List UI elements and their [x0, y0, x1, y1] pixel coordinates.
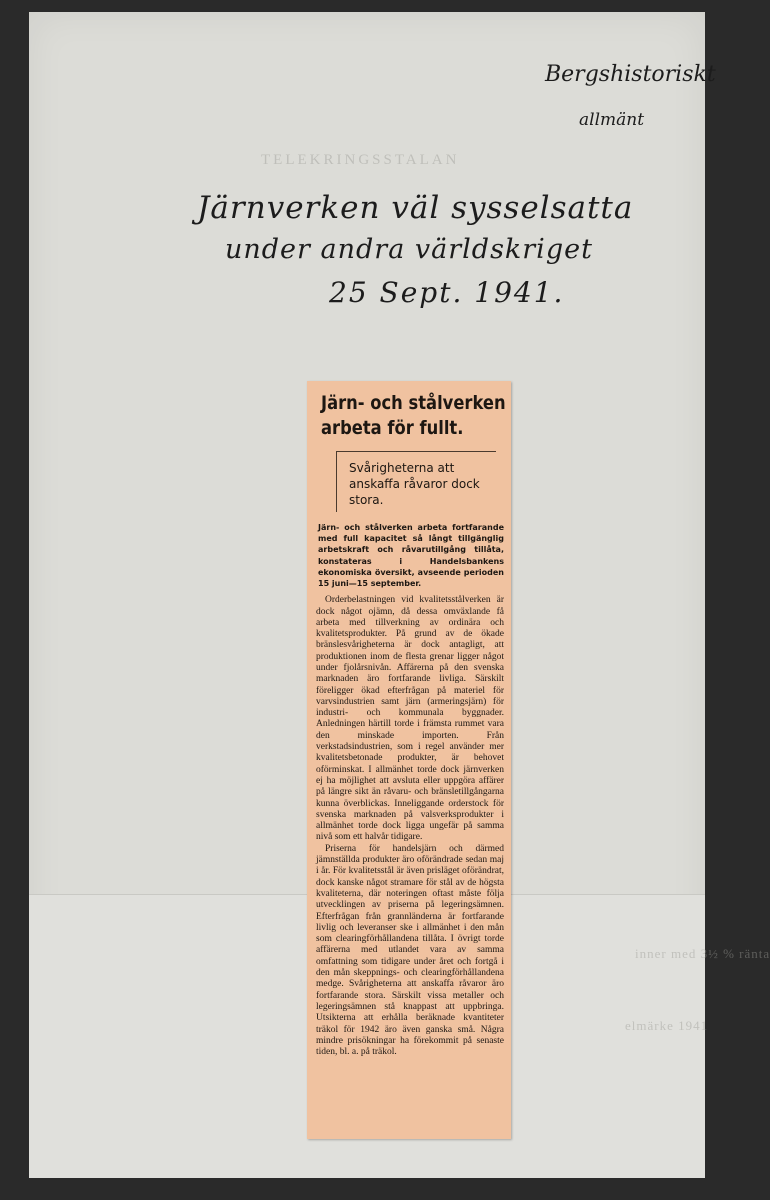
clipping-paragraph-1: Orderbelastningen vid kvalitetsstålverken är dock något ojämn, då dessa omväxlande få arbeta med tillverkning av ordinära och kvalitetsprodukter. På grund av de ökade bränslesvårigheterna är dock antagligt, att produktionen inom de flesta grenar ligger något under fjolårsnivån. Affärerna på den svenska marknaden äro fortfarande livliga. Särskilt föreligger ökad efterfrågan på materiel för varvsindustrien samt järn (armeringsjärn) för industri- och kommunala byggnader. Anledningen härtill torde i främsta rummet vara den minskade importen. Från verkstadsindustrien, som i regel använder mer kvalitetsbetonade produkter, är behovet oförminskat. I allmänhet torde dock järnverken ej ha möjlighet att avsluta eller uppgöra affärer på längre sikt än råvaru- och bränsletillgångarna kunna överblickas. Inneliggande orderstock för svenska marknaden på valsverksprodukter i allmänhet torde dock ligga ungefär på samma nivå som ett halvår tidigare.: [316, 595, 504, 843]
ghost-text-b: elmärke 1941: [625, 1018, 709, 1033]
newspaper-clipping: [307, 381, 511, 1139]
clipping-headline: Järn- och stålverken arbeta för fullt.: [321, 392, 506, 439]
handwritten-title-line2: under andra världskriget: [225, 234, 593, 265]
category-annotation: Bergshistoriskt: [545, 62, 716, 87]
ghost-letterhead: TELEKRINGSSTALAN: [261, 152, 460, 168]
handwritten-date: 25 Sept. 1941.: [329, 276, 565, 309]
subcategory-annotation: allmänt: [579, 110, 645, 130]
clipping-lead: Järn- och stålverken arbeta fortfarande med full kapacitet så långt tillgänglig arbetskraft och råvarutillgång tillåta, konstateras i Handelsbankens ekonomiska översikt, avseende perioden 15 juni—15 september.: [318, 523, 504, 589]
clipping-subhead: Svårigheterna att anskaffa råvaror dock stora.: [336, 451, 496, 512]
clipping-paragraph-2: Priserna för handelsjärn och därmed jämnställda produkter äro oförändrade sedan maj i år. För kvalitetsstål är även prisläget oförändrat, dock kanske något stramare för stål av de högsta kvaliteterna, där noteringen oftast måste följa utvecklingen av priserna på legeringsämnen. Efterfrågan från grannländerna är fortfarande livlig och leveranser ske i allmänhet i den mån som clearingförhållandena tillåta. I övrigt torde affärerna med utlandet vara av samma omfattning som tidigare under året och fortgå i den mån skeppnings- och clearingförhållandena medge. Svårigheterna att anskaffa råvaror äro fortfarande stora. Särskilt vissa metaller och legeringsämnen stå knappast att uppbringa. Utsikterna att erhålla beräknade kvantiteter träkol för 1942 äro även ganska små. Några mindre prisökningar ha förekommit på senaste tiden, bl. a. på träkol.: [316, 843, 504, 1058]
ghost-text-a: inner med 3½ % ränta: [635, 946, 770, 961]
handwritten-title-line1: Järnverken väl sysselsatta: [197, 190, 634, 226]
